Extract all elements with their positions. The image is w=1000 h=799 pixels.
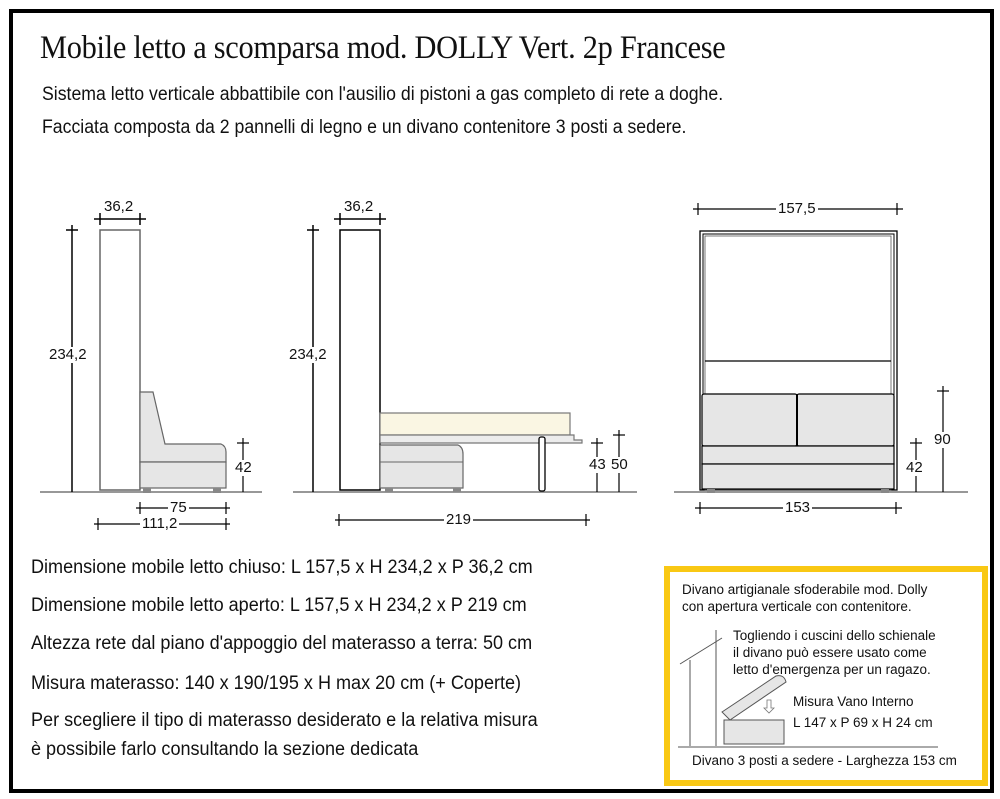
side-view-closed-drawing: [40, 213, 262, 530]
dim-frame-height: 43: [589, 456, 606, 473]
sofa-storage-diagram: [670, 572, 982, 780]
storage-label: Misura Vano Interno: [793, 694, 914, 709]
spec-mattress-note-1: Per scegliere il tipo di materasso desiderato e la relativa misura: [31, 710, 538, 731]
spec-open-dimensions: Dimensione mobile letto aperto: L 157,5 x H 234,2 x P 219 cm: [31, 595, 527, 616]
side-view-open-drawing: [293, 213, 637, 526]
dim-closed-seat-height: 42: [235, 459, 252, 476]
dim-sofa-width: 153: [785, 499, 811, 516]
sofa-width-footer: Divano 3 posti a sedere - Larghezza 153 cm: [692, 753, 957, 768]
subtitle-line-1: Sistema letto verticale abbattibile con l'ausilio di pistoni a gas completo di rete a doghe.: [42, 84, 724, 105]
dim-closed-depth: 36,2: [104, 198, 134, 215]
dim-open-height: 234,2: [289, 346, 327, 363]
sofa-note-2: il divano può essere usato come: [733, 645, 927, 660]
page-title: Mobile letto a scomparsa mod. DOLLY Vert. 2p Francese: [40, 30, 726, 66]
dim-front-seat-height: 42: [906, 459, 923, 476]
dim-total-depth: 111,2: [142, 515, 178, 532]
dim-open-depth: 219: [446, 511, 472, 528]
subtitle-line-2: Facciata composta da 2 pannelli di legno e un divano contenitore 3 posti a sedere.: [42, 117, 687, 138]
sofa-intro-1: Divano artigianale sfoderabile mod. Dolly: [682, 582, 928, 597]
spec-net-height: Altezza rete dal piano d'appoggio del materasso a terra: 50 cm: [31, 633, 533, 654]
dim-front-width: 157,5: [778, 200, 816, 217]
sofa-info-box: [664, 566, 988, 786]
dim-sofa-depth: 75: [170, 499, 187, 516]
spec-mattress-note-2: è possibile farlo consultando la sezione dedicata: [31, 739, 419, 760]
spec-closed-dimensions: Dimensione mobile letto chiuso: L 157,5 x H 234,2 x P 36,2 cm: [31, 557, 533, 578]
sofa-note-3: letto d'emergenza per un ragazo.: [733, 662, 931, 677]
storage-size: L 147 x P 69 x H 24 cm: [793, 715, 933, 730]
dim-open-cabinet-depth: 36,2: [344, 198, 374, 215]
dim-back-height: 90: [934, 431, 951, 448]
dim-closed-height: 234,2: [49, 346, 87, 363]
dim-net-height: 50: [611, 456, 628, 473]
sofa-note-1: Togliendo i cuscini dello schienale: [733, 628, 936, 643]
sofa-intro-2: con apertura verticale con contenitore.: [682, 599, 912, 614]
spec-mattress-size: Misura materasso: 140 x 190/195 x H max 20 cm (+ Coperte): [31, 673, 522, 694]
